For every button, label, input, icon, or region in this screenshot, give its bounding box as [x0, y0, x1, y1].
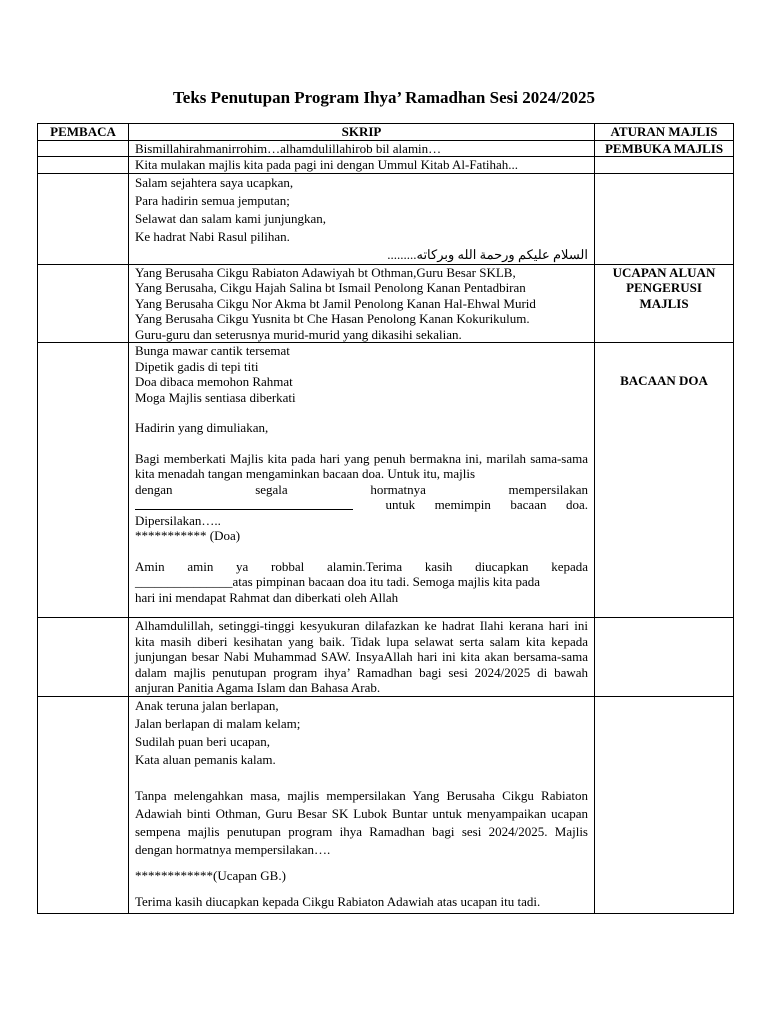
- pantun-line: Sudilah puan beri ucapan,: [135, 733, 271, 749]
- skrip-cell: [129, 173, 595, 264]
- pantun-line: Doa dibaca memohon Rahmat: [135, 374, 293, 389]
- document-title: Teks Penutupan Program Ihya’ Ramadhan Sesi 2024/2025: [173, 88, 595, 107]
- pantun-line: Anak teruna jalan berlapan,: [135, 697, 279, 713]
- aturan-cell: [595, 618, 734, 697]
- pembaca-cell: [38, 157, 129, 174]
- skrip-cell: Alhamdulillah, setinggi-tinggi kesyukuran dilafazkan ke hadrat Ilahi kerana hari ini kita masih diberi kesihatan yang baik. Tidak lupa selawat serta salam kita kepada junjungan besar Nabi Muhammad SAW. InsyaAllah hari ini kita akan bersama-sama dalam majlis penutupan program ihya’ Ramadhan bagi sesi 2024/2025 di bawah anjuran Panitia Agama Islam dan Bahasa Arab.: [129, 618, 595, 697]
- speech-invite-paragraph: Tanpa melengahkan masa, majlis mempersilakan Yang Berusaha Cikgu Rabiaton Adawiah binti Othman, Guru Besar SK Lubok Buntar untuk menyampaikan ucapan sempena majlis penutupan program ihya Ramadhan bagi sesi 2024/2025. Majlis dengan hormatnya mempersilakan….: [135, 787, 588, 857]
- greeting: Hadirin yang dimuliakan,: [135, 420, 269, 435]
- pembaca-cell: [38, 173, 129, 264]
- skrip-cell: [129, 343, 595, 618]
- pembaca-cell: [38, 343, 129, 618]
- salam-line: Para hadirin semua jemputan;: [135, 192, 290, 208]
- doa-paragraph: Bagi memberkati Majlis kita pada hari yang penuh bermakna ini, marilah sama-sama kita menadah tangan mengaminkan bacaan doa. Untuk itu, majlis: [135, 450, 588, 481]
- header-row: [38, 124, 734, 141]
- doa-line: dengan segala hormatnya mempersilakan: [135, 481, 588, 497]
- arabic-salam: السلام عليكم ورحمة الله وبركاته.........: [387, 246, 588, 262]
- speech-marker: ************(Ucapan GB.): [135, 867, 286, 883]
- skrip-cell: [129, 696, 595, 913]
- table-row: [38, 140, 734, 157]
- guest-line: Yang Berusaha, Cikgu Hajah Salina bt Ismail Penolong Kanan Pentadbiran: [135, 280, 526, 295]
- doa-line-blank: untuk memimpin bacaan doa.: [135, 497, 588, 513]
- invite-text: Dipersilakan…..: [135, 512, 221, 528]
- pembaca-cell: [38, 264, 129, 343]
- pembaca-cell: [38, 140, 129, 157]
- pembaca-cell: [38, 696, 129, 913]
- guest-line: Yang Berusaha Cikgu Nor Akma bt Jamil Penolong Kanan Hal-Ehwal Murid: [135, 295, 536, 311]
- table-row: [38, 343, 734, 618]
- pembaca-cell: [38, 618, 129, 697]
- table-row: [38, 264, 734, 343]
- salam-line: Ke hadrat Nabi Rasul pilihan.: [135, 228, 290, 244]
- thanks-text: hari ini mendapat Rahmat dan diberkati oleh Allah: [135, 589, 399, 605]
- name-blank: [135, 497, 353, 510]
- guest-line: Guru-guru dan seterusnya murid-murid yang dikasihi sekalian.: [135, 326, 462, 342]
- skrip-cell: Bismillahirahmanirrohim…alhamdulillahirob bil alamin…: [129, 140, 595, 157]
- speech-thanks: Terima kasih diucapkan kepada Cikgu Rabiaton Adawiah atas ucapan itu tadi.: [135, 893, 541, 909]
- guest-line: Yang Berusaha Cikgu Yusnita bt Che Hasan Penolong Kanan Kokurikulum.: [135, 311, 530, 326]
- pantun-line: Moga Majlis sentiasa diberkati: [135, 389, 296, 405]
- header-skrip: SKRIP: [129, 124, 595, 141]
- aturan-cell: [595, 696, 734, 913]
- guest-line: Yang Berusaha Cikgu Rabiaton Adawiyah bt Othman,Guru Besar SKLB,: [135, 264, 516, 280]
- pantun-line: Jalan berlapan di malam kelam;: [135, 715, 301, 731]
- pantun-line: Kata aluan pemanis kalam.: [135, 751, 276, 767]
- header-pembaca: PEMBACA: [38, 124, 129, 141]
- aturan-cell: BACAAN DOA: [595, 343, 734, 618]
- header-aturan: ATURAN MAJLIS: [595, 124, 734, 141]
- salam-line: Selawat dan salam kami junjungkan,: [135, 210, 326, 226]
- salam-line: Salam sejahtera saya ucapkan,: [135, 174, 294, 190]
- doa-marker: *********** (Doa): [135, 528, 241, 543]
- table-row: [38, 157, 734, 174]
- aturan-cell: PEMBUKA MAJLIS: [595, 140, 734, 157]
- thanks-text: _______________atas pimpinan bacaan doa itu tadi. Semoga majlis kita pada: [135, 574, 541, 589]
- aturan-cell: [595, 157, 734, 174]
- script-table: [37, 123, 734, 914]
- thanks-line: Amin amin ya robbal alamin.Terima kasih diucapkan kepada: [135, 558, 588, 574]
- pantun-line: Dipetik gadis di tepi titi: [135, 358, 259, 374]
- skrip-cell: [129, 264, 595, 343]
- pantun-line: Bunga mawar cantik tersemat: [135, 343, 290, 358]
- table-row: [38, 173, 734, 264]
- aturan-cell: [595, 173, 734, 264]
- table-row: [38, 618, 734, 697]
- aturan-cell: UCAPAN ALUAN PENGERUSI MAJLIS: [595, 264, 734, 343]
- skrip-cell: Kita mulakan majlis kita pada pagi ini dengan Ummul Kitab Al-Fatihah...: [129, 157, 595, 174]
- table-row: [38, 696, 734, 913]
